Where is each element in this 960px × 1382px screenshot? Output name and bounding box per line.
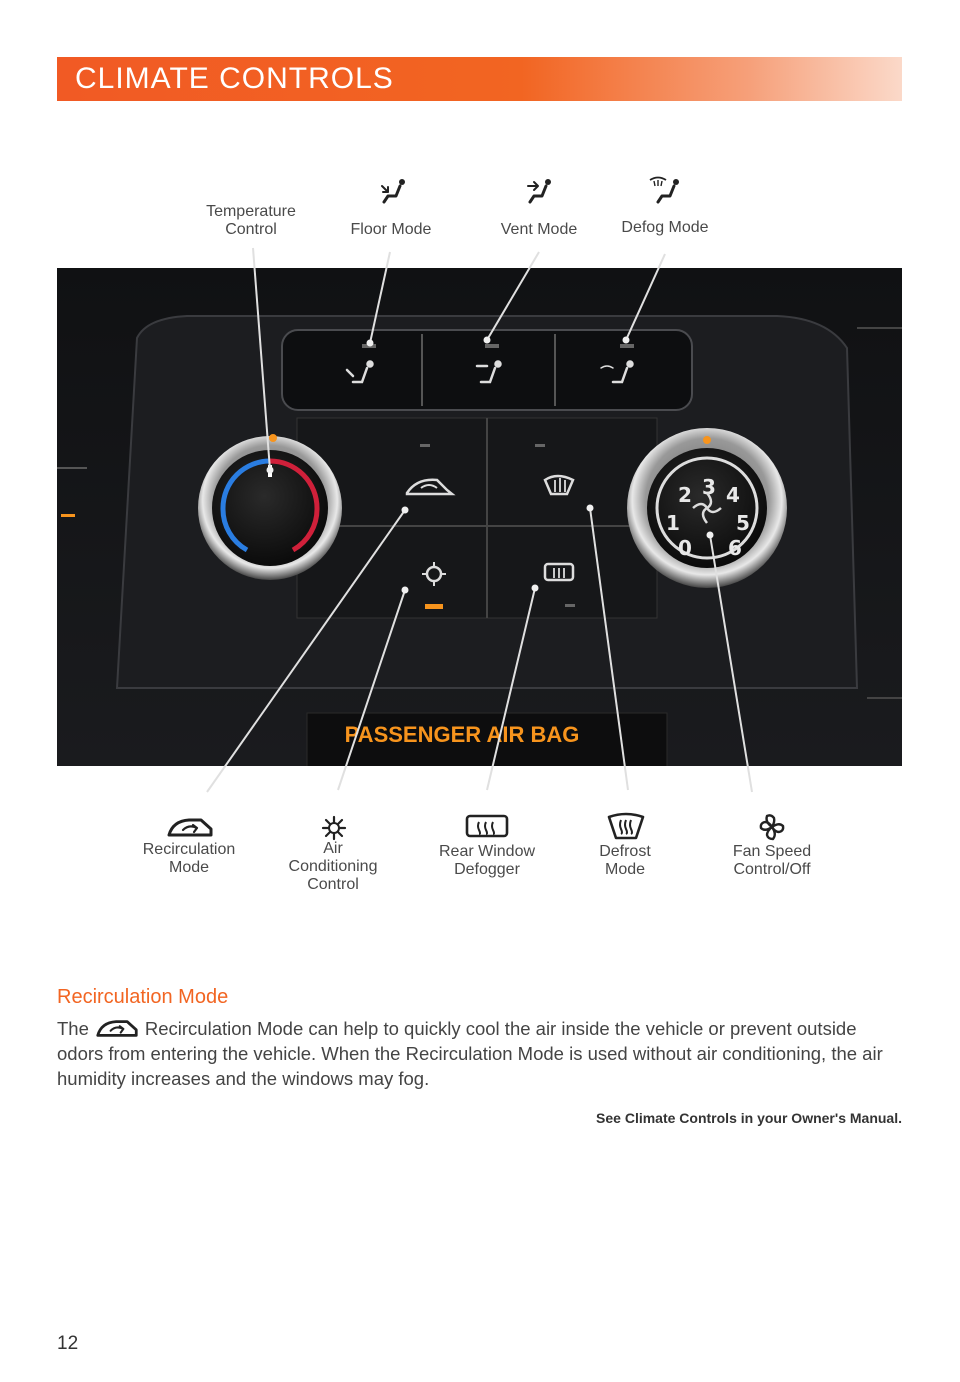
defog-mode-label: Defog Mode [621,219,709,236]
floor-mode-label: Floor Mode [350,221,432,238]
fan-speed-icon [757,812,787,842]
fan-speed-4: 4 [726,483,740,507]
ac-label-line1: Air [323,840,343,857]
passenger-airbag-indicator: PASSENGER AIR BAG [344,722,580,747]
title-banner [57,57,902,101]
defrost-label-line1: Defrost [599,843,651,860]
vent-mode-label: Vent Mode [500,221,578,238]
air-conditioning-icon [321,815,347,841]
recirculation-label-line1: Recirculation [142,841,236,858]
recirculation-icon [165,815,215,839]
fan-speed-5: 5 [736,511,750,535]
fan-label-line2: Control/Off [733,861,811,878]
defrost-mode-label [575,843,675,879]
vent-mode-icon [526,178,554,204]
section-heading: Recirculation Mode [57,986,229,1008]
fan-speed-3: 3 [702,475,716,499]
temperature-control-label [196,203,306,239]
defog-mode-icon [648,174,682,204]
floor-mode-icon [380,178,408,204]
air-conditioning-label [273,840,393,894]
page-title: CLIMATE CONTROLS [75,62,394,95]
ac-label-line3: Control [307,876,359,893]
fan-speed-label [712,843,832,879]
recirculation-label-line2: Mode [168,859,210,876]
fan-speed-6: 6 [728,536,742,560]
defrost-label-line2: Mode [604,861,646,878]
temperature-label-line1: Temperature [206,203,296,220]
body-prefix: The [57,1018,89,1039]
ac-label-line2: Conditioning [288,858,378,875]
fan-speed-2: 2 [678,483,692,507]
rear-window-defogger-icon [465,814,509,838]
defrost-icon [606,812,646,840]
section-body [57,1016,907,1091]
recirculation-mode-label [129,841,249,877]
rear-window-defogger-label [422,843,552,879]
page-number: 12 [57,1333,79,1354]
fan-speed-1: 1 [666,511,680,535]
rear-label-line2: Defogger [454,861,520,878]
climate-control-panel-photo [57,268,902,766]
temperature-label-line2: Control [225,221,277,238]
rear-label-line1: Rear Window [438,843,536,860]
fan-speed-0: 0 [678,536,692,560]
manual-reference: See Climate Controls in your Owner's Manual. [596,1110,902,1126]
fan-label-line1: Fan Speed [732,843,812,860]
body-text: Recirculation Mode can help to quickly cool the air inside the vehicle or prevent outside odors from entering the vehicle. When the Recirculation Mode is used without air conditioning, the air humidity increases and the windows may fog. [57,1018,883,1089]
recirculation-inline-icon [93,1017,141,1039]
